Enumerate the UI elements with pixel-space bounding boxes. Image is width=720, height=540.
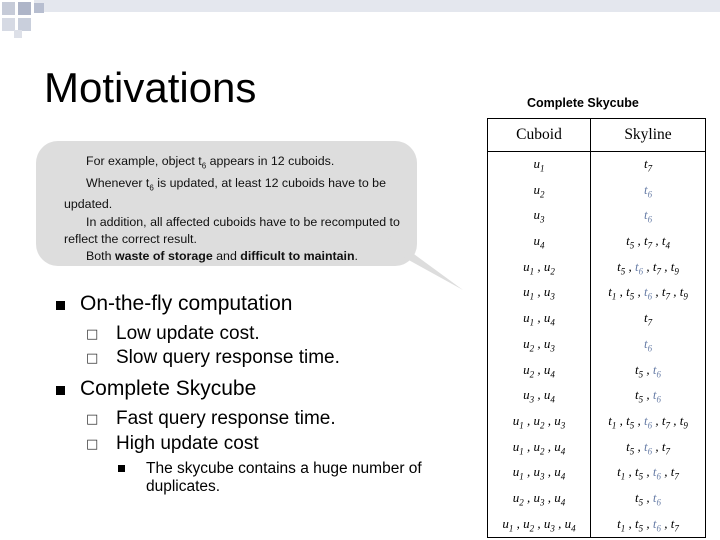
table-row bbox=[488, 152, 706, 178]
skyline-cell: $t_1$ , $t_5$ , $t_6$ , $t_7$ bbox=[591, 460, 706, 486]
sub-bullet-fast-query: Fast query response time. bbox=[116, 408, 336, 429]
cuboid-cell: $u_3$ bbox=[488, 203, 591, 229]
table-row bbox=[488, 306, 706, 332]
cuboid-cell: $u_1$ bbox=[488, 152, 591, 178]
skyline-cell: $t_5$ , $t_6$ , $t_7$ , $t_9$ bbox=[591, 255, 706, 281]
table-row bbox=[488, 358, 706, 384]
skyline-cell: $t_1$ , $t_5$ , $t_6$ , $t_7$ , $t_9$ bbox=[591, 409, 706, 435]
cuboid-cell: $u_1$ , $u_2$ , $u_3$ bbox=[488, 409, 591, 435]
bullet-small-square-icon bbox=[118, 465, 125, 472]
skyline-cell: $t_5$ , $t_6$ , $t_7$ bbox=[591, 435, 706, 461]
skyline-cell: $t_6$ bbox=[591, 332, 706, 358]
skycube-title: Complete Skycube bbox=[527, 96, 639, 110]
callout-text bbox=[64, 153, 416, 265]
skyline-cell: $t_7$ bbox=[591, 306, 706, 332]
bullet-on-the-fly: On-the-fly computation bbox=[80, 292, 293, 315]
cuboid-cell: $u_1$ , $u_2$ , $u_3$ , $u_4$ bbox=[488, 512, 591, 538]
cuboid-cell: $u_3$ , $u_4$ bbox=[488, 383, 591, 409]
cuboid-cell: $u_4$ bbox=[488, 229, 591, 255]
cuboid-cell: $u_1$ , $u_4$ bbox=[488, 306, 591, 332]
cuboid-cell: $u_2$ , $u_3$ bbox=[488, 332, 591, 358]
callout-line-4: Both waste of storage and difficult to maintain. bbox=[86, 248, 358, 263]
table-row bbox=[488, 255, 706, 281]
skyline-cell: $t_6$ bbox=[591, 203, 706, 229]
hollow-square-icon: □ bbox=[86, 351, 99, 366]
skyline-cell: $t_6$ bbox=[591, 178, 706, 204]
bullet-square-icon bbox=[56, 301, 65, 310]
subsub-bullet-duplicates: The skycube contains a huge number of duplicates. bbox=[146, 460, 422, 495]
column-header-cuboid: Cuboid bbox=[488, 119, 591, 152]
cuboid-cell: $u_2$ bbox=[488, 178, 591, 204]
table-row bbox=[488, 178, 706, 204]
skyline-cell: $t_5$ , $t_6$ bbox=[591, 486, 706, 512]
header-decoration bbox=[0, 0, 720, 40]
table-row bbox=[488, 512, 706, 538]
cuboid-cell: $u_1$ , $u_2$ bbox=[488, 255, 591, 281]
table-row bbox=[488, 203, 706, 229]
slide-title: Motivations bbox=[44, 64, 257, 111]
skycube-table bbox=[487, 118, 706, 538]
skyline-cell: $t_1$ , $t_5$ , $t_6$ , $t_7$ bbox=[591, 512, 706, 538]
callout-line-2: Whenever $t_6$ is updated, at least 12 cuboids have to be updated. bbox=[64, 175, 386, 212]
column-header-skyline: Skyline bbox=[591, 119, 706, 152]
table-row bbox=[488, 280, 706, 306]
callout-line-3: In addition, all affected cuboids have to be recomputed to reflect the correct result. bbox=[64, 214, 400, 246]
table-row bbox=[488, 460, 706, 486]
hollow-square-icon: □ bbox=[86, 327, 99, 342]
hollow-square-icon: □ bbox=[86, 437, 99, 452]
table-row bbox=[488, 486, 706, 512]
sub-bullet-low-update: Low update cost. bbox=[116, 323, 260, 344]
cuboid-cell: $u_1$ , $u_2$ , $u_4$ bbox=[488, 435, 591, 461]
skyline-cell: $t_5$ , $t_6$ bbox=[591, 383, 706, 409]
table-row bbox=[488, 409, 706, 435]
table-row bbox=[488, 383, 706, 409]
cuboid-cell: $u_2$ , $u_4$ bbox=[488, 358, 591, 384]
sub-bullet-high-update: High update cost bbox=[116, 433, 259, 454]
table-row bbox=[488, 332, 706, 358]
skyline-cell: $t_7$ bbox=[591, 152, 706, 178]
cuboid-cell: $u_2$ , $u_3$ , $u_4$ bbox=[488, 486, 591, 512]
cuboid-cell: $u_1$ , $u_3$ , $u_4$ bbox=[488, 460, 591, 486]
sub-bullet-slow-query: Slow query response time. bbox=[116, 347, 340, 368]
bullet-complete-skycube: Complete Skycube bbox=[80, 377, 257, 400]
table-row bbox=[488, 435, 706, 461]
skyline-cell: $t_5$ , $t_7$ , $t_4$ bbox=[591, 229, 706, 255]
bullet-square-icon bbox=[56, 386, 65, 395]
cuboid-cell: $u_1$ , $u_3$ bbox=[488, 280, 591, 306]
hollow-square-icon: □ bbox=[86, 412, 99, 427]
skyline-cell: $t_5$ , $t_6$ bbox=[591, 358, 706, 384]
skyline-cell: $t_1$ , $t_5$ , $t_6$ , $t_7$ , $t_9$ bbox=[591, 280, 706, 306]
table-row bbox=[488, 229, 706, 255]
callout-line-1: For example, object $t_6$ appears in 12 cuboids. bbox=[86, 154, 335, 171]
